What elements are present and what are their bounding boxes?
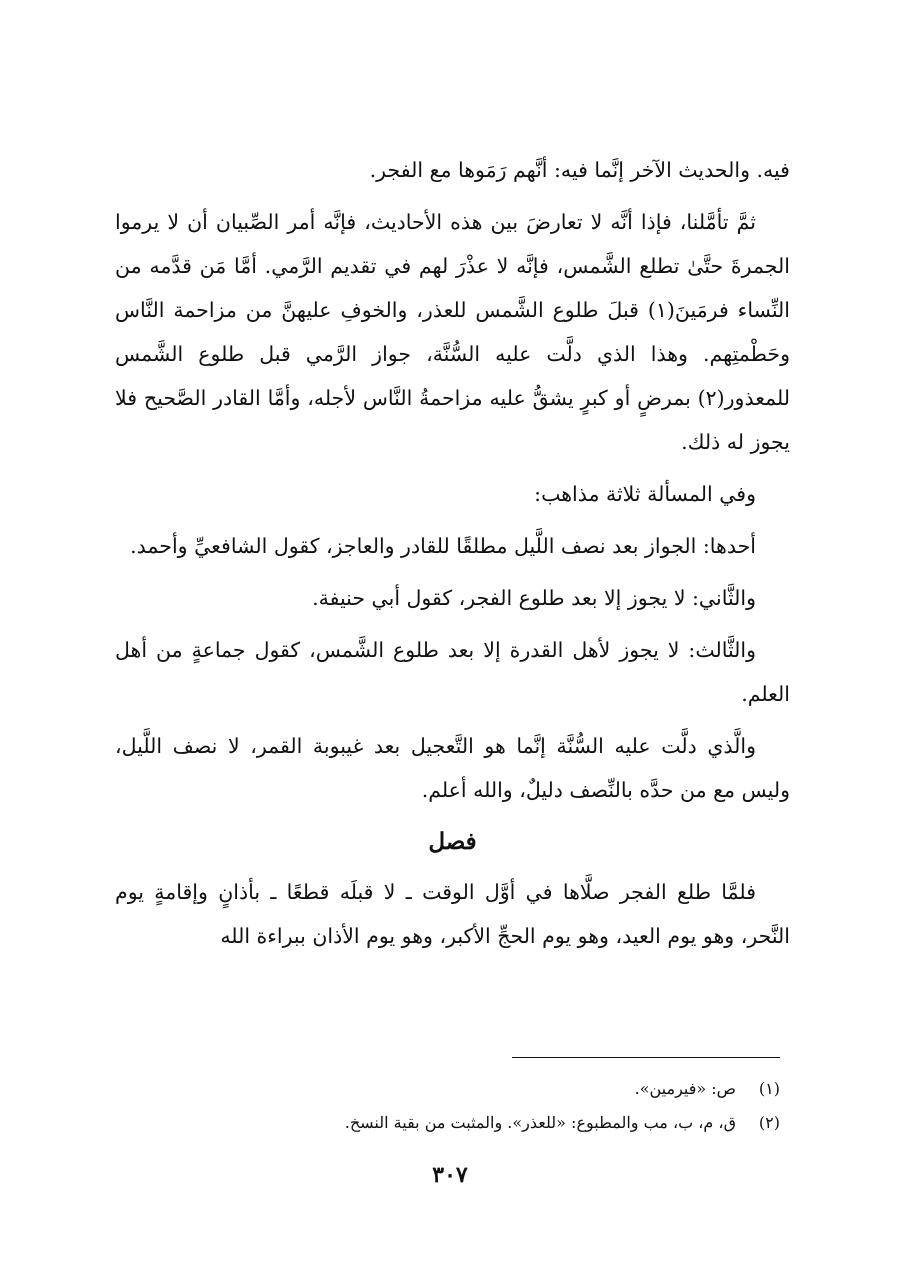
footnote-number: (٢)	[758, 1113, 780, 1132]
main-text	[115, 148, 790, 966]
footnote-text: ق، م، ب، مب والمطبوع: «للعذر». والمثبت من بقية النسخ.	[344, 1113, 736, 1132]
section-paragraph-group	[115, 870, 790, 958]
paragraph: والثَّاني: لا يجوز إلا بعد طلوع الفجر، كقول أبي حنيفة.	[312, 586, 756, 610]
paragraph-group	[115, 148, 790, 812]
paragraph: فلمَّا طلع الفجر صلَّاها في أوَّل الوقت ـ لا قبلَه قطعًا ـ بأذانٍ وإقامةٍ يوم النَّحر، وهو يوم العيد، وهو يوم الحجِّ الأكبر، وهو يوم الأذان ببراءة الله	[115, 880, 790, 948]
footnote-number: (١)	[758, 1079, 780, 1098]
paragraph: ثمَّ تأمَّلنا، فإذا أنَّه لا تعارضَ بين هذه الأحاديث، فإنَّه أمر الصِّبيان أن لا يرموا الجمرةَ حتَّىٰ تطلع الشَّمس، فإنَّه لا عذْرَ لهم في تقديم الرَّمي. أمَّا مَن قدَّمه من النِّساء فرمَينَ(١) قبلَ طلوع الشَّمس للعذر، والخوفِ عليهنَّ من مزاحمة النَّاس وحَطْمتِهم. وهذا الذي دلَّت عليه السُّنَّة، جواز الرَّمي قبل طلوع الشَّمس للمعذور(٢) بمرضٍ أو كبرٍ يشقُّ عليه مزاحمةُ النَّاس لأجله، وأمَّا القادر الصَّحيح فلا يجوز له ذلك.	[115, 210, 790, 454]
paragraph: أحدها: الجواز بعد نصف اللَّيل مطلقًا للقادر والعاجز، كقول الشافعيِّ وأحمد.	[130, 534, 756, 558]
paragraph: فيه. والحديث الآخر إنَّما فيه: أنَّهم رَمَوها مع الفجر.	[369, 158, 790, 182]
footnote-text: ص: «فيرمين».	[634, 1079, 736, 1098]
footnote-divider	[512, 1057, 780, 1058]
paragraph: وفي المسألة ثلاثة مذاهب:	[534, 482, 756, 506]
paragraph: والَّذي دلَّت عليه السُّنَّة إنَّما هو التَّعجيل بعد غيبوبة القمر، لا نصف اللَّيل، وليس مع من حدَّه بالنِّصف دليلٌ، والله أعلم.	[115, 734, 790, 802]
footnote-2	[115, 1106, 780, 1140]
paragraph: والثَّالث: لا يجوز لأهل القدرة إلا بعد طلوع الشَّمس، كقول جماعةٍ من أهل العلم.	[115, 638, 790, 706]
footnote-1	[115, 1072, 780, 1106]
footnotes	[115, 1072, 780, 1140]
page-number: ٣٠٧	[432, 1162, 468, 1188]
section-heading: فصل	[428, 828, 477, 855]
